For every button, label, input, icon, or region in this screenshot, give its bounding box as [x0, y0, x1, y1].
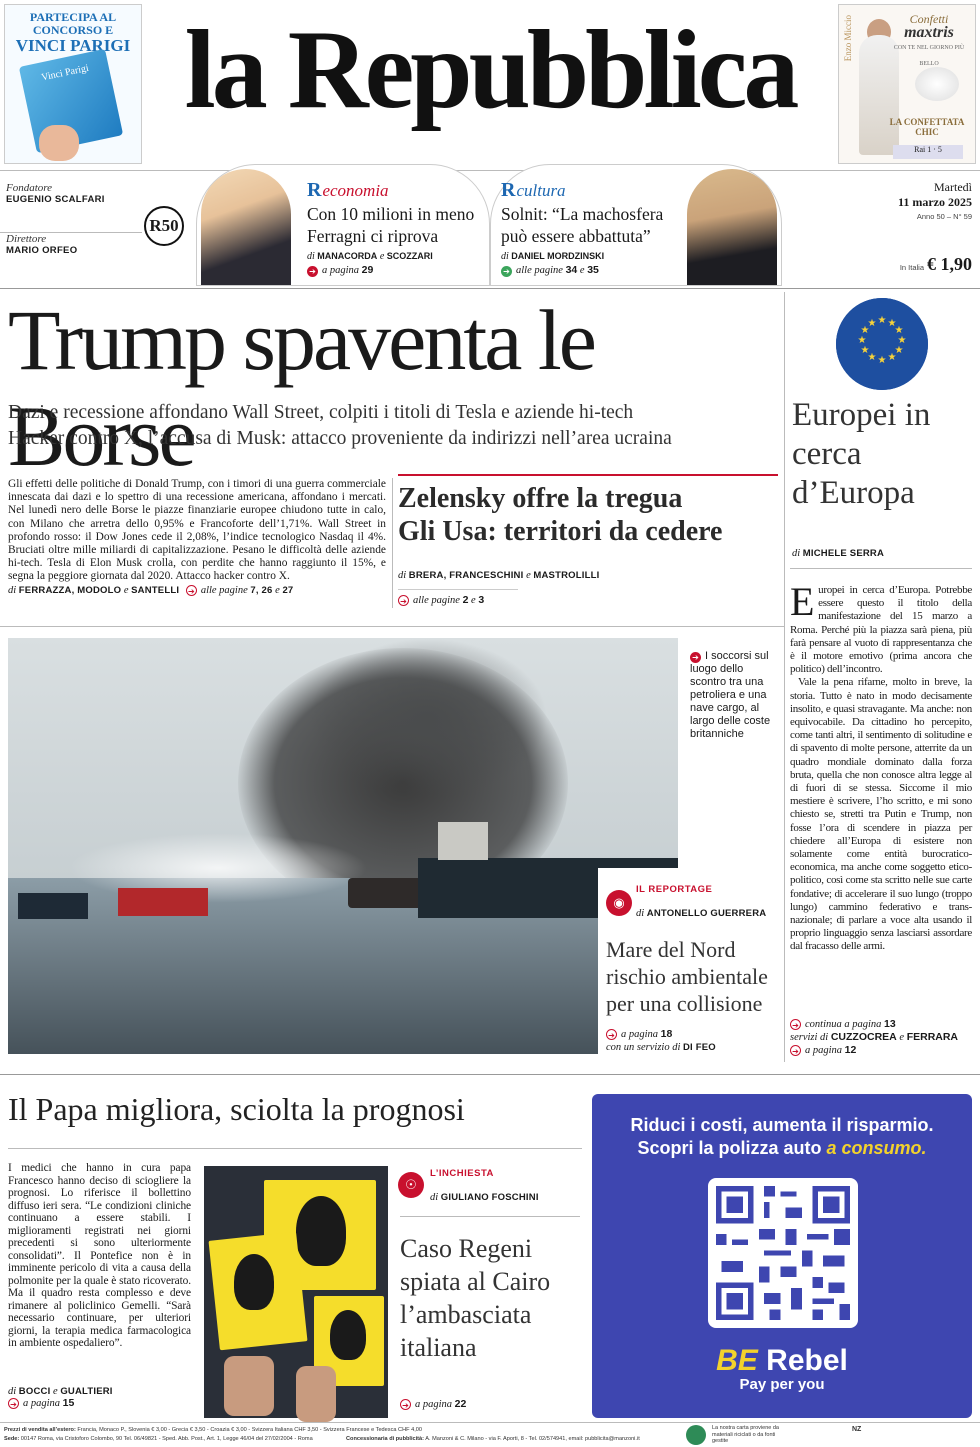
rebel-ad-text	[592, 1114, 972, 1160]
papa-footer[interactable]: di BOCCI e GUALTIERI ➔ a pagina 15	[8, 1386, 113, 1409]
papa-divider	[8, 1148, 582, 1149]
right-column-rule	[784, 292, 785, 1062]
reportage-headline[interactable]: Mare del Nord rischio ambientale per una collisione	[606, 937, 768, 1016]
svg-text:★: ★	[894, 345, 904, 356]
photo-credit: LEE SMITH/REUTERS/GETTY IMAGES	[0, 820, 7, 938]
teaser-economia-headline[interactable]: Con 10 milioni in meno Ferragni ci riprova	[307, 204, 475, 246]
director-label: Direttore	[6, 233, 47, 245]
zelensky-headline-1[interactable]: Zelensky offre la tregua	[398, 483, 683, 514]
svg-text:★: ★	[894, 325, 904, 336]
svg-text:★: ★	[867, 318, 877, 329]
ad-left-line3: VINCI PARIGI	[15, 36, 131, 55]
lead-subhead-line1: Dazi e recessione affondano Wall Street, colpiti i titoli di Tesla e aziende hi-tech	[8, 402, 634, 423]
zelensky-pages[interactable]: ➔ alle pagine 2 e 3	[398, 589, 518, 606]
inchiesta-byline: di GIULIANO FOSCHINI	[430, 1192, 539, 1203]
bottom-section-divider	[0, 1074, 980, 1075]
reportage-page[interactable]: ➔ a pagina 18	[606, 1028, 672, 1040]
lead-subhead-line2: Hacker contro X, l’accusa di Musk: attacco proveniente da indirizzi nell’area ucraina	[8, 428, 672, 449]
reportage-box[interactable]	[598, 868, 782, 1058]
footer-code: NZ	[852, 1426, 862, 1433]
brand-name: maxtris	[904, 24, 954, 41]
r50-badge: R50	[144, 206, 184, 246]
header-divider	[0, 288, 980, 289]
dropcap: E	[790, 579, 815, 624]
fingerprint-icon: ☉	[398, 1172, 424, 1198]
photo-caption: ➔ I soccorsi sul luogo dello scontro tra una petroliera e una nave cargo, al largo delle coste britanniche	[690, 650, 771, 740]
price	[840, 254, 972, 275]
tv-logos: Rai 1 · 5	[893, 145, 963, 159]
teaser-cultura[interactable]	[490, 164, 782, 286]
arrow-icon: ➔	[690, 652, 701, 663]
qr-code-icon[interactable]	[708, 1178, 858, 1328]
inchiesta-kicker: L’INCHIESTA	[430, 1168, 494, 1179]
editorial-footer[interactable]: ➔ continua a pagina 13 servizi di CUZZOCREA e FERRARA ➔ a pagina 12	[790, 1018, 959, 1056]
arrow-icon: ➔	[398, 595, 409, 606]
arrow-icon: ➔	[501, 266, 512, 277]
ad-right-tagline: LA CONFETTATA CHIC	[889, 117, 965, 137]
zelensky-headline-2[interactable]: Gli Usa: territori da cedere	[398, 516, 723, 547]
ad-confetti-maxtris[interactable]	[838, 4, 976, 164]
director-name: MARIO ORFEO	[6, 245, 78, 256]
lead-byline[interactable]: di FERRAZZA, MODOLO e SANTELLI ➔ alle pagine 7, 26 e 27	[8, 584, 294, 596]
rebel-logo: BE Rebel	[716, 1344, 848, 1377]
arrow-icon: ➔	[400, 1399, 411, 1410]
svg-text:★: ★	[867, 352, 877, 363]
editorial-title[interactable]: Europei in cerca d’Europa	[792, 397, 931, 511]
arrow-icon: ➔	[8, 1398, 19, 1409]
issue-date: 11 marzo 2025	[898, 195, 972, 209]
camera-icon: ◉	[606, 890, 632, 916]
arrow-icon: ➔	[606, 1029, 617, 1040]
book-text: Vinci Parigi	[40, 62, 90, 84]
masthead-divider	[0, 170, 980, 171]
lead-body: Gli effetti delle politiche di Donald Trump, con i timori di una guerra commerciale innescata dai dazi e lo spettro di una recessione americana, affondano i mercati. Nel lunedì nero delle Borse le piazze finanziarie europee chiudono tutte in calo, con Milano che arretra dello 0,95% e Francoforte dell’1,71%. Wall Street in profondo rosso: il Dow Jones cede il 2,08%, l’indice tecnologico Nasdaq il 4%. Bruciati oltre mille miliardi di capitalizzazione. Pesano le difficoltà delle aziende hi-tech. Tesla di Elon Musk crolla, con perdite che hanno raggiunto il 15%, e segna la peggiore giornata dal 2020. Attacco hacker contro X.	[8, 478, 386, 583]
section-economia[interactable]: Reconomia	[307, 179, 389, 201]
rebel-tagline: Pay per you	[739, 1376, 825, 1393]
teaser-cultura-headline[interactable]: Solnit: “La machosfera può essere abbattuta”	[501, 204, 664, 246]
inchiesta-headline[interactable]: Caso Regeni spiata al Cairo l’ambasciata italiana	[400, 1234, 551, 1362]
lead-article	[8, 478, 386, 597]
editorial-body: Europei in cerca d’Europa. Potrebbe essere questo il titolo della manifestazione del 15 marzo a Roma. Perché più la piazza sarà piena, più farà pensare al vuoto di rappresentanza che è il motore emotivo (prima ancora che politico) dell’incontro. Vale la pena rifarne, molto in breve, la storia. Tutto è nato in modo decisamente insolito, e quasi stravagante. Ma anche: non equivocabile. Da cittadino ho percepito, come tanti altri, il sentimento di solitudine e di spavento di molte persone, atterrite da un quadro mondiale dominato dalla forza bruta, quella che non conosce altra legge al di fuori di se stessa. Siccome il mio mestiere è scrivere, l’ho scritto, e mi sono chiesto se, stretti tra Putin e Trump, non fosse l’ora di scendere in piazza per chiedere all’Europa di esistere non solamente come entità burocratico-economica, ma anche come soggetto etico-politico, così come sta scritto nelle sue carte fondative; di accelerare il suo lungo (troppo lungo) cammino federativo e trans-nazionale; di parlare a voce alta usando il proprio linguaggio senza lasciarsi assordare dal fracasso delle armi.	[790, 579, 972, 953]
zelensky-article[interactable]	[398, 474, 778, 606]
footer-recycle-text: La nostra carta proviene da materiali riciclati o da fonti gestite	[712, 1425, 779, 1444]
footer-seat: Sede: 00147 Roma, via Cristoforo Colombo, 90 Tel. 06/49821 - Sped. Abb. Post., Art. 1, Legge 46/04 del 27/02/2004 - Roma	[4, 1436, 313, 1442]
eu-flag-icon	[836, 298, 928, 390]
tanker-collision-photo[interactable]	[0, 638, 678, 1054]
ad-left-line2: CONCORSO E	[32, 23, 114, 37]
footer-ads: Concessionaria di pubblicità: A. Manzoni & C. Milano - via F. Aporti, 8 - Tel. 02/574941, email: pubblicita@manzoni.it	[346, 1436, 640, 1442]
founder-name: EUGENIO SCALFARI	[6, 194, 105, 205]
confetti-image	[915, 67, 959, 101]
brand-top: Confetti	[909, 12, 949, 26]
newspaper-logo[interactable]: la Repubblica	[184, 8, 796, 132]
papa-headline[interactable]: Il Papa migliora, sciolta la prognosi	[8, 1091, 465, 1127]
ad-left-line1: PARTECIPA AL	[29, 10, 117, 24]
teaser-economia[interactable]	[196, 164, 490, 286]
teaser-cultura-byline: di DANIEL MORDZINSKI	[501, 251, 605, 262]
editorial-divider	[790, 568, 972, 569]
svg-text:★: ★	[887, 318, 897, 329]
zelensky-byline: di BRERA, FRANCESCHINI e MASTROLILLI	[398, 570, 600, 581]
arrow-icon: ➔	[790, 1045, 801, 1056]
reportage-byline: di ANTONELLO GUERRERA	[636, 908, 767, 919]
svg-text:★: ★	[897, 335, 907, 346]
ad-right-side-text: Enzo Miccio	[843, 15, 853, 62]
reportage-service: con un servizio di DI FEO	[606, 1042, 716, 1053]
date-block	[840, 180, 972, 221]
svg-text:★: ★	[887, 352, 897, 363]
weekday: Martedì	[934, 180, 972, 194]
ad-vinci-parigi[interactable]	[4, 4, 142, 164]
staff-divider	[0, 232, 142, 233]
editorial-byline: di MICHELE SERRA	[792, 548, 885, 559]
lead-subhead	[8, 400, 783, 452]
lead-bottom-divider	[0, 626, 784, 627]
ferragni-photo	[201, 169, 291, 285]
svg-text:★: ★	[860, 325, 870, 336]
reportage-kicker: IL REPORTAGE	[636, 884, 713, 895]
svg-text:★: ★	[877, 355, 887, 366]
lead-column-rule	[392, 478, 393, 608]
arrow-icon: ➔	[790, 1019, 801, 1030]
rebel-insurance-ad[interactable]	[592, 1094, 972, 1418]
svg-text:★: ★	[860, 345, 870, 356]
footer-prices: Prezzi di vendita all’estero: Francia, Monaco P., Slovenia € 3,00 - Grecia € 3,50 - Croazia € 3,00 - Svizzera Italiana CHF 3,50 - Svizzera Francese e Tedesca CHF 4,00	[4, 1427, 422, 1433]
price-value: € 1,90	[927, 254, 972, 274]
founder-label: Fondatore	[6, 182, 53, 194]
inchiesta-box[interactable]	[396, 1160, 581, 1420]
section-cultura[interactable]: Rcultura	[501, 179, 566, 201]
lead-headline[interactable]: Trump spaventa le Borse	[8, 292, 594, 484]
svg-text:★: ★	[857, 335, 867, 346]
price-label: In Italia	[899, 263, 924, 272]
arrow-icon: ➔	[186, 585, 197, 596]
arrow-icon: ➔	[307, 266, 318, 277]
inchiesta-page[interactable]: ➔ a pagina 22	[400, 1398, 466, 1410]
teaser-economia-byline: di MANACORDA e SCOZZARI	[307, 251, 433, 262]
svg-text:★: ★	[877, 315, 887, 326]
teaser-economia-page[interactable]: ➔ a pagina 29	[307, 264, 489, 277]
teaser-cultura-page[interactable]: ➔ alle pagine 34 e 35	[501, 264, 685, 277]
rebel-ad-line2: Scopri la polizza auto a consumo.	[637, 1138, 927, 1158]
staff-block	[6, 182, 126, 256]
papa-body: I medici che hanno in cura papa Francesco hanno deciso di sciogliere la prognosi. Lo riferisce il bollettino diffuso ieri sera. “Le condizioni cliniche continuano a essere stabili. I miglioramenti registrati nei giorni precedenti si sono ulteriormente consolidati”. Il Pontefice non è in imminente pericolo di vita a causa della polmonite per la quale è stato ricoverato. Ma il quadro resta complesso e deve rimanere al policlinico Gemelli. “Sarà necessario continuare, per ulteriori giorni, la terapia medica farmacologica in ambiente ospedaliero”.	[8, 1162, 191, 1349]
hand-image	[39, 125, 79, 161]
brand-sub: CON TE NEL GIORNO PIÙ BELLO	[893, 45, 965, 67]
footer	[0, 1422, 980, 1447]
regeni-protest-photo[interactable]	[204, 1166, 388, 1418]
ad-right-brand	[889, 13, 969, 71]
recycle-icon	[686, 1425, 706, 1445]
rebel-ad-line1: Riduci i costi, aumenta il risparmio.	[630, 1115, 934, 1135]
solnit-photo	[687, 169, 777, 285]
issue-number: Anno 50 – N° 59	[916, 212, 972, 221]
